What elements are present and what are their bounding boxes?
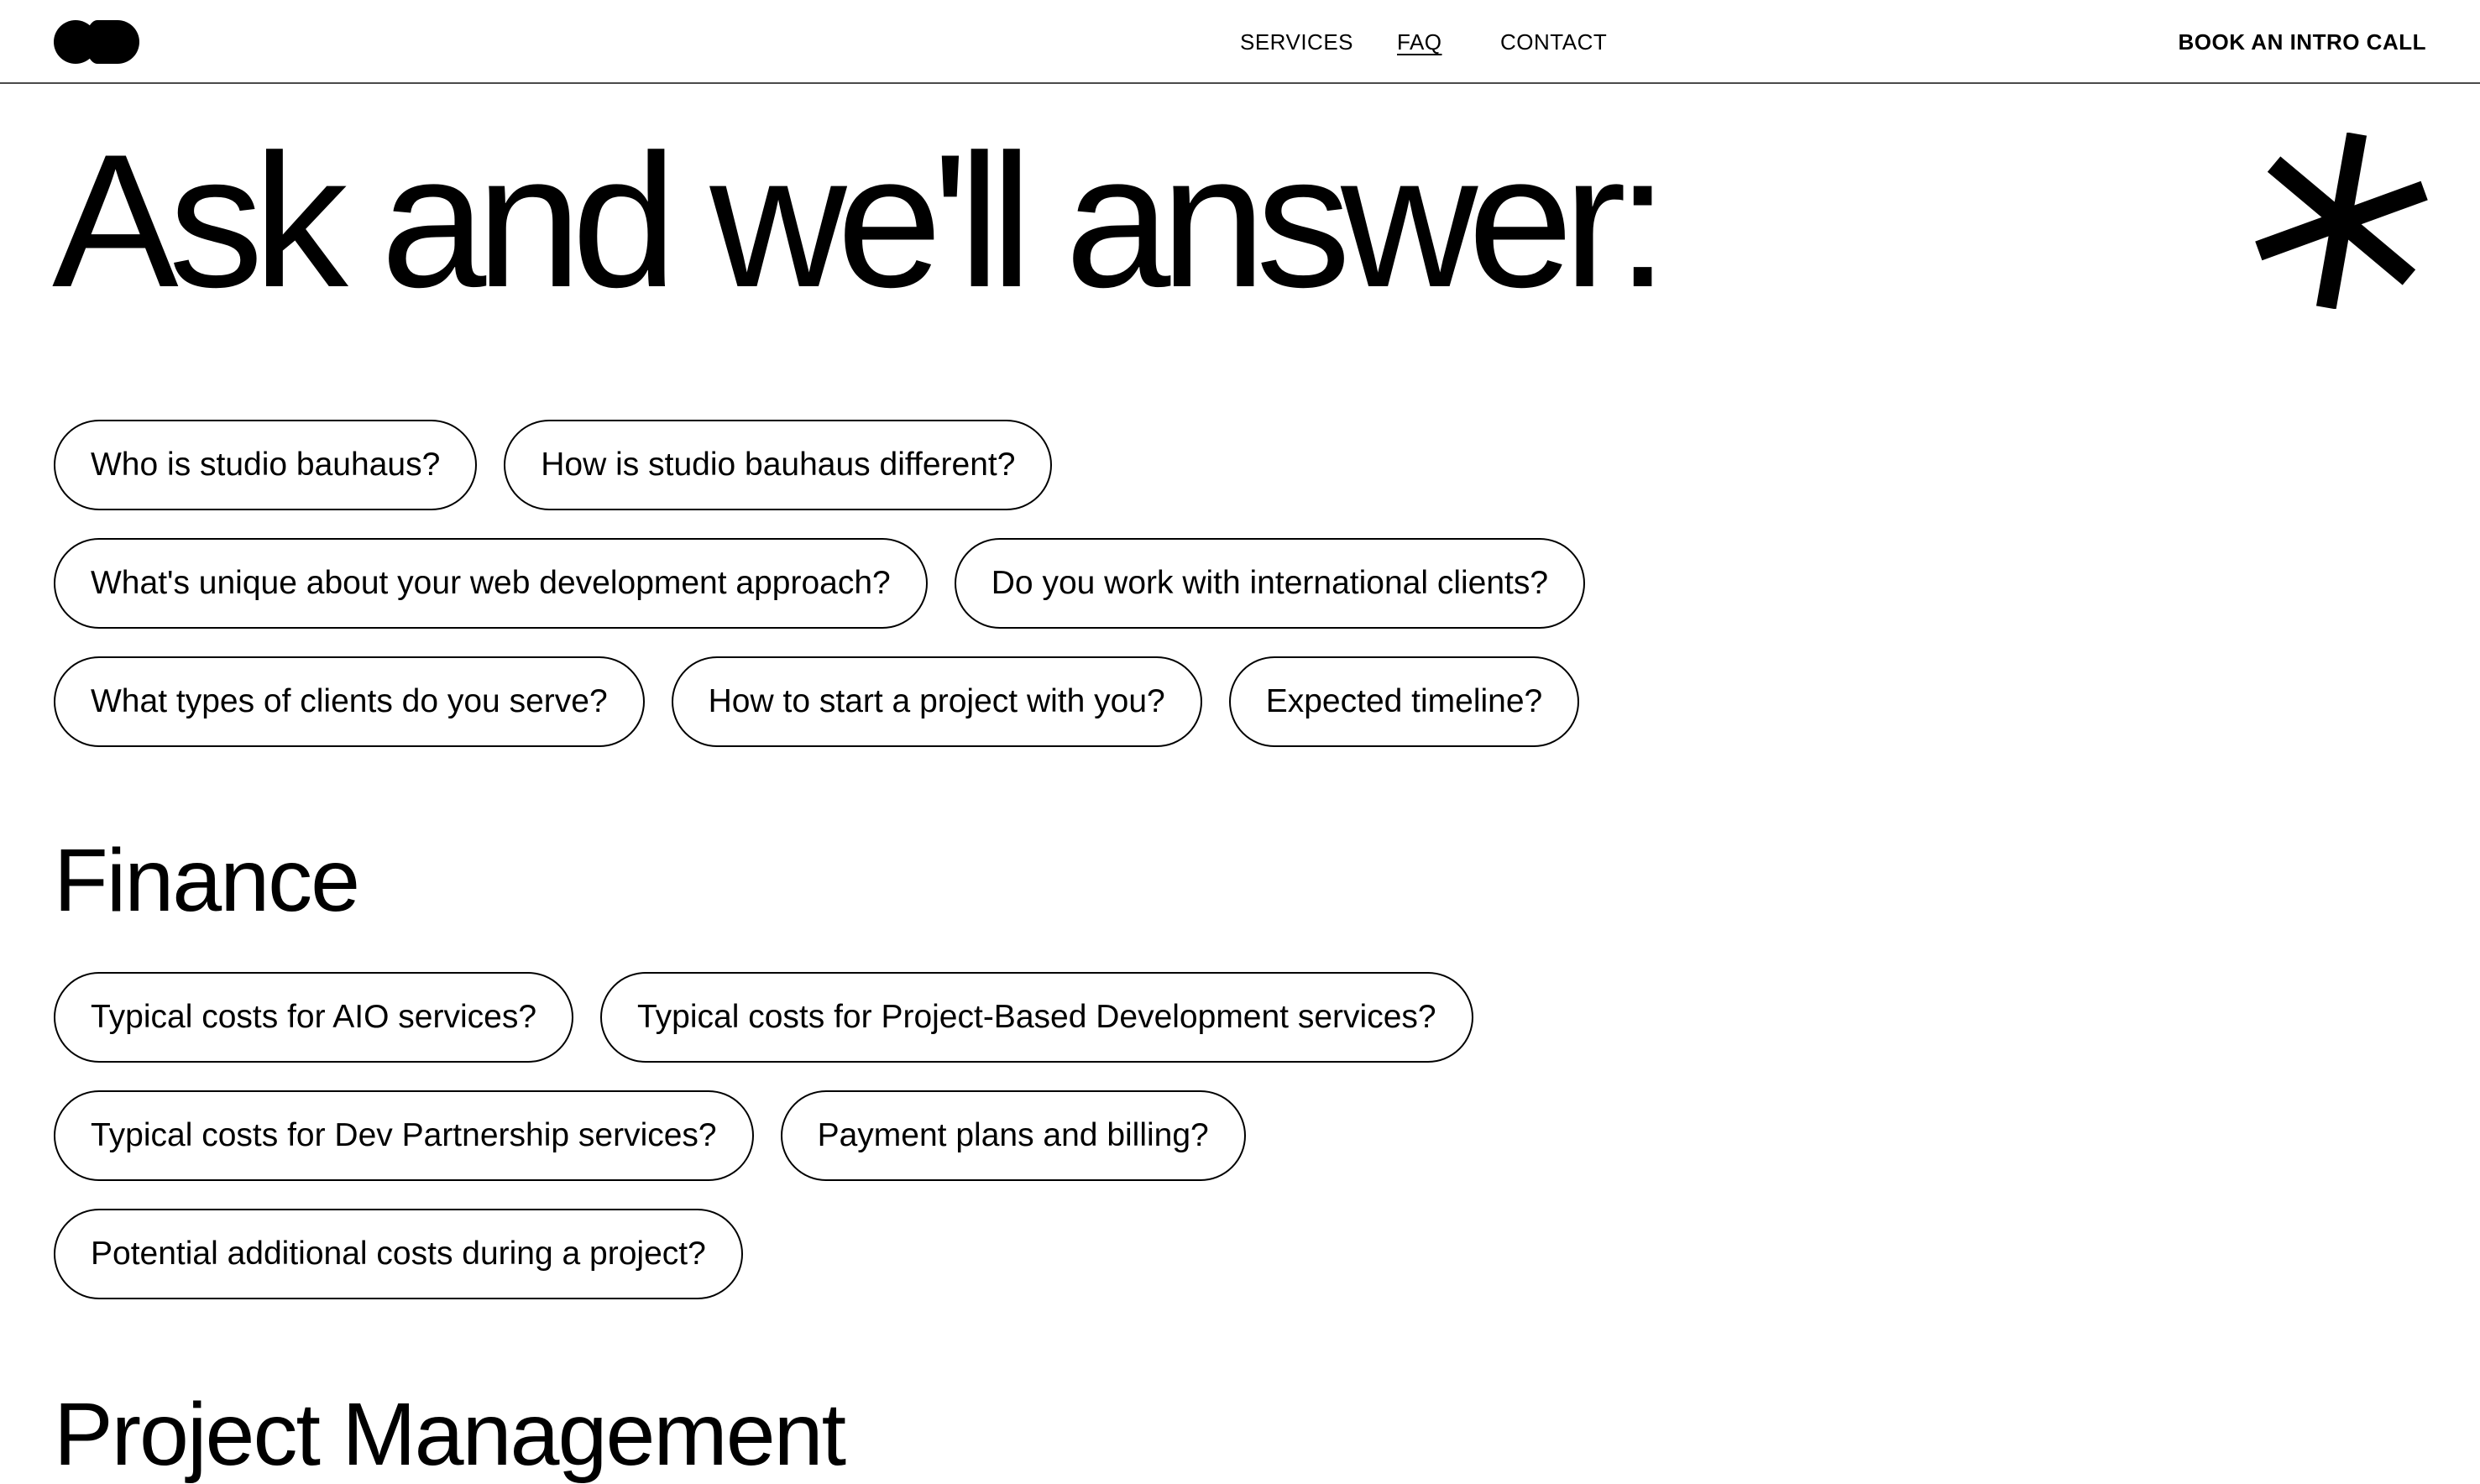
faq-chip[interactable]: What's unique about your web development approach? xyxy=(54,538,928,629)
faq-chip[interactable]: How to start a project with you? xyxy=(672,656,1202,747)
chip-row xyxy=(54,972,1733,1063)
faq-chip[interactable]: Potential additional costs during a project? xyxy=(54,1209,743,1299)
faq-chip[interactable]: Typical costs for Dev Partnership services? xyxy=(54,1090,754,1181)
faq-chip[interactable]: Who is studio bauhaus? xyxy=(54,420,477,510)
faq-chip[interactable]: Typical costs for Project-Based Development services? xyxy=(600,972,1473,1063)
chip-row xyxy=(54,1209,1733,1299)
faq-chip[interactable]: What types of clients do you serve? xyxy=(54,656,645,747)
finance-questions xyxy=(54,972,1733,1327)
chip-row xyxy=(54,656,1733,747)
faq-chip[interactable]: Typical costs for AIO services? xyxy=(54,972,573,1063)
chip-row xyxy=(54,420,1733,510)
site-header xyxy=(0,0,2480,84)
finance-heading: Finance xyxy=(54,831,359,930)
chip-row xyxy=(54,538,1733,629)
book-intro-call-button[interactable]: BOOK AN INTRO CALL xyxy=(2178,29,2426,55)
faq-chip[interactable]: How is studio bauhaus different? xyxy=(504,420,1052,510)
three-dots-logo-icon[interactable] xyxy=(54,20,139,64)
nav-link-faq[interactable]: FAQ xyxy=(1397,29,1442,55)
nav-link-services[interactable]: SERVICES xyxy=(1240,29,1354,55)
asterisk-icon xyxy=(2253,133,2430,309)
chip-row xyxy=(54,1090,1733,1181)
faq-chip[interactable]: Expected timeline? xyxy=(1229,656,1580,747)
project-management-heading: Project Management xyxy=(54,1385,845,1484)
general-questions xyxy=(54,420,1733,775)
faq-chip[interactable]: Do you work with international clients? xyxy=(955,538,1585,629)
nav-link-contact[interactable]: CONTACT xyxy=(1500,29,1608,55)
page-title: Ask and we'll answer: xyxy=(52,114,1659,327)
faq-chip[interactable]: Payment plans and billing? xyxy=(781,1090,1246,1181)
